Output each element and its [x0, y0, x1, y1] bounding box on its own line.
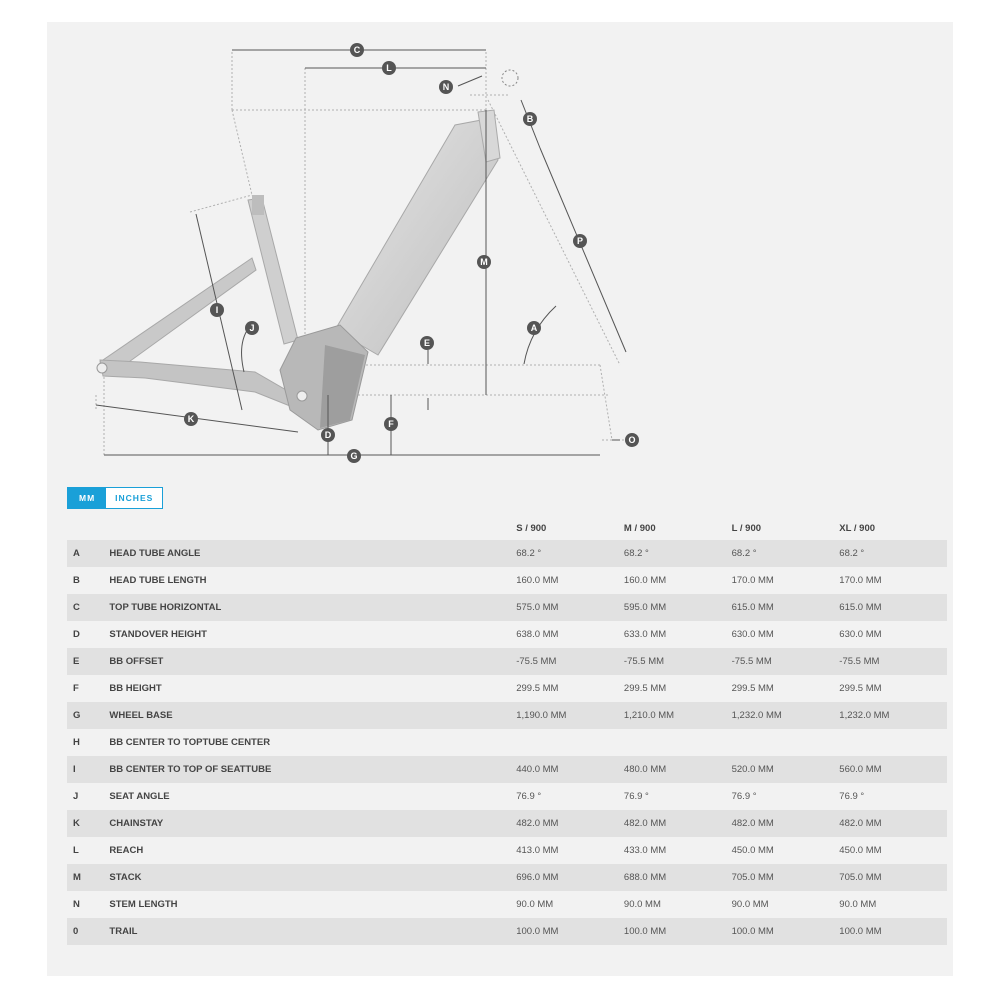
row-value: -75.5 MM	[732, 648, 840, 675]
row-value: 100.0 MM	[516, 918, 624, 945]
row-value: -75.5 MM	[839, 648, 947, 675]
row-value: 480.0 MM	[624, 756, 732, 783]
row-value: 68.2 °	[624, 540, 732, 567]
row-name: SEAT ANGLE	[109, 791, 170, 802]
svg-text:M: M	[480, 257, 488, 267]
row-key: J	[73, 791, 79, 802]
row-value: 100.0 MM	[839, 918, 947, 945]
row-value: 299.5 MM	[623, 683, 667, 694]
svg-text:D: D	[324, 430, 332, 440]
row-value: 482.0 MM	[624, 810, 732, 837]
row-key: A	[67, 540, 109, 567]
table-row	[67, 756, 947, 783]
geometry-table	[67, 516, 947, 945]
row-name: STANDOVER HEIGHT	[109, 629, 207, 640]
row-value: 630.0 MM	[839, 629, 882, 640]
row-name: CHAINSTAY	[109, 810, 516, 837]
row-value: 638.0 MM	[516, 629, 559, 640]
row-key: L	[73, 845, 79, 856]
svg-text:F: F	[388, 419, 394, 429]
dim-label-k	[184, 412, 198, 426]
row-name: REACH	[109, 845, 144, 856]
column-header-size-m: M / 900	[623, 522, 656, 534]
svg-text:G: G	[350, 451, 358, 461]
row-value: 482.0 MM	[516, 810, 624, 837]
row-key: N	[73, 899, 80, 910]
row-value: 1,232.0 MM	[732, 702, 840, 729]
svg-text:C: C	[353, 45, 361, 55]
table-row	[67, 864, 947, 891]
dim-label-m	[477, 255, 491, 269]
dim-label-p	[573, 234, 587, 248]
svg-text:B: B	[526, 114, 534, 124]
row-value: 705.0 MM	[732, 864, 840, 891]
row-key: I	[67, 756, 109, 783]
row-value: 299.5 MM	[839, 683, 882, 694]
table-row	[67, 675, 947, 702]
row-value: 76.9 °	[731, 791, 757, 802]
row-name: STACK	[109, 864, 516, 891]
dim-label-f	[384, 417, 398, 431]
svg-text:L: L	[386, 63, 392, 73]
table-row	[67, 594, 947, 621]
row-value: 68.2 °	[732, 540, 840, 567]
row-value: 482.0 MM	[839, 810, 947, 837]
column-header-size-xl: XL / 900	[839, 522, 876, 534]
row-value: 560.0 MM	[839, 756, 947, 783]
row-name: BB CENTER TO TOP OF SEATTUBE	[109, 756, 516, 783]
dim-label-c	[350, 43, 364, 57]
row-value: 299.5 MM	[516, 683, 559, 694]
row-value: 90.0 MM	[623, 899, 661, 910]
svg-text:E: E	[423, 338, 431, 348]
row-value: 68.2 °	[839, 540, 947, 567]
dim-label-g	[347, 449, 361, 463]
column-header-size-s: S / 900	[516, 522, 547, 534]
row-value: 170.0 MM	[731, 575, 774, 586]
dim-label-d	[321, 428, 335, 442]
row-key: C	[67, 594, 109, 621]
row-value: 615.0 MM	[839, 594, 947, 621]
dim-label-e	[420, 336, 434, 350]
row-value: 520.0 MM	[732, 756, 840, 783]
row-value: 160.0 MM	[623, 575, 667, 586]
row-value: 1,190.0 MM	[516, 702, 624, 729]
row-value: 688.0 MM	[624, 864, 732, 891]
row-value: -75.5 MM	[624, 648, 732, 675]
row-value: 90.0 MM	[839, 899, 877, 910]
unit-inches-button[interactable]: INCHES	[115, 493, 154, 503]
column-header	[67, 516, 109, 540]
row-name: HEAD TUBE LENGTH	[109, 575, 207, 586]
row-key: D	[73, 629, 80, 640]
dim-label-n	[439, 80, 453, 94]
table-row	[67, 702, 947, 729]
row-value: 76.9 °	[516, 791, 542, 802]
row-value: 440.0 MM	[516, 756, 624, 783]
row-key: M	[67, 864, 109, 891]
svg-text:K: K	[187, 414, 195, 424]
table-row	[67, 621, 947, 648]
row-value: 68.2 °	[516, 540, 624, 567]
row-key: K	[67, 810, 109, 837]
row-value: 575.0 MM	[516, 594, 624, 621]
row-value: 433.0 MM	[623, 845, 667, 856]
row-name: BB OFFSET	[109, 648, 516, 675]
row-value: 76.9 °	[623, 791, 649, 802]
row-key: E	[67, 648, 109, 675]
dim-label-a	[527, 321, 541, 335]
row-name: WHEEL BASE	[109, 702, 516, 729]
row-name: TOP TUBE HORIZONTAL	[109, 594, 516, 621]
column-header-size-l: L / 900	[731, 522, 762, 534]
dimension-lines	[96, 50, 626, 455]
dim-label-j	[245, 321, 259, 335]
row-name: HEAD TUBE ANGLE	[109, 540, 516, 567]
row-value: 100.0 MM	[732, 918, 840, 945]
dim-label-o	[625, 433, 639, 447]
row-key: G	[67, 702, 109, 729]
unit-toggle	[67, 487, 163, 509]
unit-mm-button[interactable]: MM	[68, 488, 106, 508]
row-value: 299.5 MM	[731, 683, 774, 694]
svg-text:P: P	[576, 236, 584, 246]
table-row	[67, 783, 947, 810]
row-value: 1,232.0 MM	[839, 702, 947, 729]
row-name: STEM LENGTH	[109, 899, 178, 910]
bike-frame	[97, 110, 500, 430]
table-row	[67, 810, 947, 837]
row-name: BB CENTER TO TOPTUBE CENTER	[109, 737, 271, 748]
row-value: 633.0 MM	[623, 629, 667, 640]
dim-label-i	[210, 303, 224, 317]
row-value: 76.9 °	[839, 791, 865, 802]
row-value: 160.0 MM	[516, 575, 559, 586]
row-value: 1,210.0 MM	[624, 702, 732, 729]
row-key: 0	[67, 918, 109, 945]
table-row	[67, 891, 947, 918]
row-value	[839, 729, 947, 756]
row-value	[516, 729, 624, 756]
row-value: 90.0 MM	[516, 899, 554, 910]
geometry-panel	[47, 22, 953, 976]
table-row	[67, 918, 947, 945]
dim-label-l	[382, 61, 396, 75]
table-row	[67, 837, 947, 864]
row-value: 696.0 MM	[516, 864, 624, 891]
row-value: 100.0 MM	[624, 918, 732, 945]
svg-text:I: I	[215, 305, 219, 315]
row-value: 413.0 MM	[516, 845, 559, 856]
row-value: 705.0 MM	[839, 864, 947, 891]
svg-text:N: N	[442, 82, 450, 92]
row-name: TRAIL	[109, 918, 516, 945]
row-value: 630.0 MM	[731, 629, 774, 640]
row-value: 450.0 MM	[731, 845, 774, 856]
row-name: BB HEIGHT	[109, 683, 162, 694]
row-value: -75.5 MM	[516, 648, 624, 675]
guide-lines	[96, 52, 625, 455]
row-value: 615.0 MM	[732, 594, 840, 621]
row-value: 90.0 MM	[731, 899, 769, 910]
svg-text:J: J	[249, 323, 255, 333]
dim-label-b	[523, 112, 537, 126]
frame-geometry-diagram	[47, 22, 953, 482]
row-key: H	[73, 737, 80, 748]
table-row	[67, 648, 947, 675]
row-key: F	[73, 683, 79, 694]
row-value: 450.0 MM	[839, 845, 882, 856]
table-header-row	[67, 516, 947, 540]
svg-text:A: A	[530, 323, 538, 333]
row-key: B	[73, 575, 80, 586]
row-value	[624, 729, 732, 756]
row-value: 482.0 MM	[732, 810, 840, 837]
column-header	[109, 516, 516, 540]
table-row	[67, 729, 947, 756]
svg-text:O: O	[628, 435, 636, 445]
row-value: 170.0 MM	[839, 575, 882, 586]
row-value: 595.0 MM	[624, 594, 732, 621]
table-row	[67, 567, 947, 594]
table-row	[67, 540, 947, 567]
row-value	[732, 729, 840, 756]
